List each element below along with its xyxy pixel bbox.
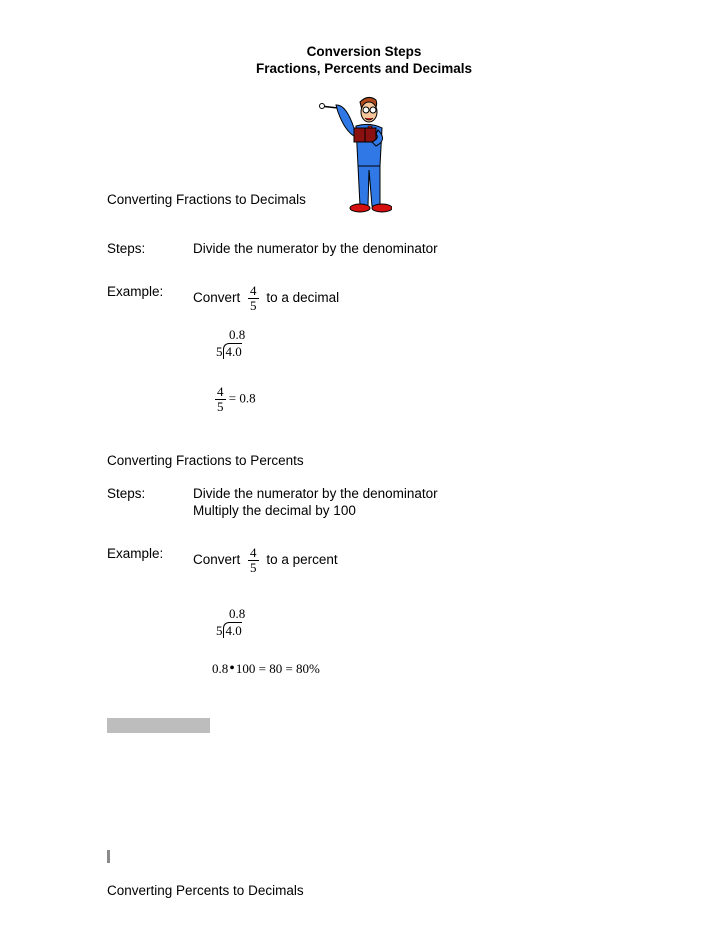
section1-example-label: Example:: [107, 284, 164, 299]
section1-example-text: [193, 284, 339, 313]
section2-equation: [212, 661, 320, 677]
section1-result: [215, 385, 256, 414]
example-prefix: Convert: [193, 290, 241, 306]
document-title-line2: Fractions, Percents and Decimals: [255, 61, 473, 76]
equation-rest: 100 = 80 = 80%: [235, 661, 320, 676]
multiply-dot-icon: •: [229, 660, 235, 677]
gray-marker: [107, 850, 110, 863]
section2-example-text: [193, 546, 338, 575]
teacher-clipart-icon: [316, 94, 392, 214]
example-prefix: Convert: [193, 552, 241, 568]
section2-example-label: Example:: [107, 546, 164, 561]
long-division: [216, 623, 242, 639]
division-divisor: 5: [216, 344, 223, 359]
section2-steps-label: Steps:: [107, 486, 146, 501]
fraction-denominator: 5: [250, 298, 257, 313]
equation-left: 0.8: [212, 661, 229, 676]
division-quotient: 0.8: [229, 606, 246, 621]
gray-redaction-bar: [107, 718, 210, 733]
result-fraction: [215, 385, 226, 414]
fraction-denominator: 5: [250, 560, 257, 575]
division-dividend: 4.0: [223, 343, 242, 359]
section2-step-2: Multiply the decimal by 100: [193, 503, 356, 518]
result-equals: = 0.8: [228, 390, 256, 406]
section1-heading: Converting Fractions to Decimals: [107, 192, 306, 207]
result-numerator: 4: [217, 384, 224, 399]
fraction-numerator: 4: [250, 545, 257, 560]
fraction-numerator: 4: [250, 283, 257, 298]
example-suffix: to a decimal: [266, 290, 340, 306]
section1-step-1: Divide the numerator by the denominator: [193, 241, 438, 256]
division-divisor: 5: [216, 623, 223, 638]
section3-heading: Converting Percents to Decimals: [107, 883, 304, 898]
example-suffix: to a percent: [266, 552, 338, 568]
division-dividend: 4.0: [223, 622, 242, 638]
example-fraction: [248, 284, 259, 313]
section1-steps-label: Steps:: [107, 241, 146, 256]
section2-heading: Converting Fractions to Percents: [107, 453, 304, 468]
example-fraction: [248, 546, 259, 575]
division-quotient: 0.8: [229, 327, 246, 342]
result-denominator: 5: [217, 399, 224, 414]
long-division: [216, 344, 242, 360]
section2-step-1: Divide the numerator by the denominator: [193, 486, 438, 501]
document-title-line1: Conversion Steps: [306, 44, 422, 59]
